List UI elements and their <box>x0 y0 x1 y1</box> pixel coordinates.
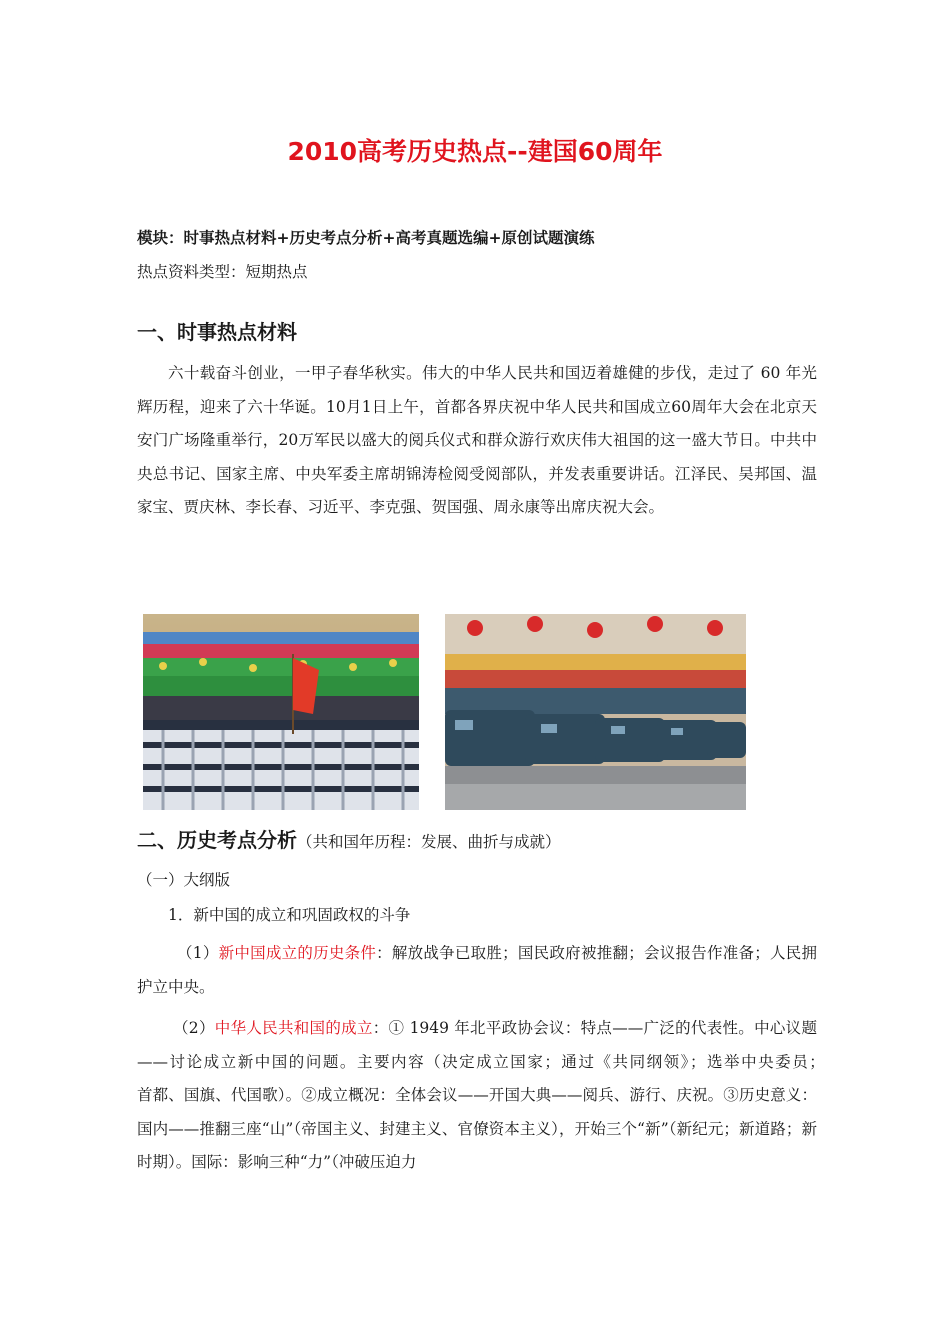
section1-heading: 一、时事热点材料 <box>137 320 297 344</box>
item-1-heading: 1．新中国的成立和巩固政权的斗争 <box>168 906 411 924</box>
document-title: 2010高考历史热点--建国60周年 <box>287 137 663 166</box>
section1-paragraph: 六十载奋斗创业，一甲子春华秋实。伟大的中华人民共和国迈着雄健的步伐，走过了 60 年光辉历程，迎来了六十华诞。10月1日上午，首都各界庆祝中华人民共和国成立60周年大会在北京天安门广场隆重举行，20万军民以盛大的阅兵仪式和群众游行欢庆伟大祖国的这一盛大节日。中共中央总书记、国家主席、中央军委主席胡锦涛检阅受阅部队，并发表重要讲话。江泽民、吴邦国、温家宝、贾庆林、李长春、习近平、李克强、贺国强、周永康等出席庆祝大会。 <box>137 364 817 516</box>
point-2-number: （2） <box>173 1019 215 1037</box>
type-line: 热点资料类型：短期热点 <box>137 263 308 281</box>
section2-heading <box>137 826 561 856</box>
point-2-text: ：① 1949 年北平政协会议：特点——广泛的代表性。中心议题——讨论成立新中国的问题。主要内容（决定成立国家；通过《共同纲领》；选举中央委员； 首都、国旗、代国歌）。②成立概况：全体会议——开国大典——阅兵、游行、庆祝。③历史意义：国内——推翻三座“山”（帝国主义、封建主义、官僚资本主义），开始三个“新”（新纪元；新道路；新时期）。国际：影响三种“力”（冲破压迫力 <box>137 1019 895 1171</box>
point-2-paragraph <box>137 1012 895 1180</box>
point-1-paragraph <box>137 937 817 1004</box>
parade-vehicles-photo <box>445 614 746 810</box>
parade-troops-photo <box>143 614 419 810</box>
point-2-key-term: 中华人民共和国的成立 <box>214 1019 373 1037</box>
outline-edition-label: （一）大纲版 <box>137 871 231 889</box>
section2-heading-text: 二、历史考点分析 <box>137 828 297 852</box>
section2-heading-note: （共和国年历程：发展、曲折与成就） <box>297 833 561 851</box>
module-line: 模块：时事热点材料+历史考点分析+高考真题选编+原创试题演练 <box>137 229 595 247</box>
point-1-text: ：解放战争已取胜；国民政府被推翻；会议报告作准备；人民拥护立中央。 <box>137 944 817 996</box>
point-1-key-term: 新中国成立的历史条件 <box>218 944 377 962</box>
point-1-number: （1） <box>177 944 219 962</box>
